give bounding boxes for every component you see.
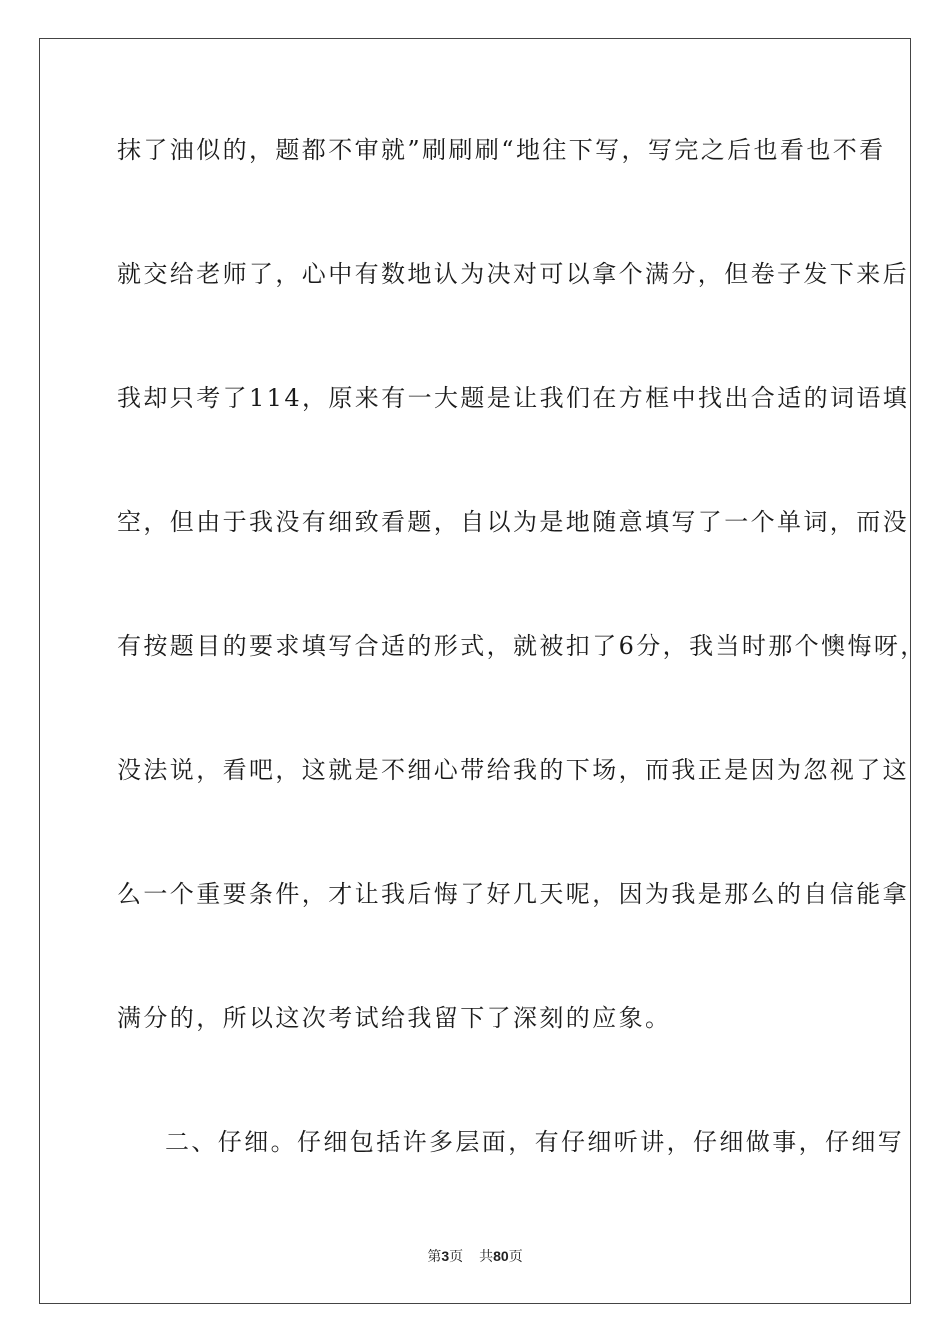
total-pages: 80 — [493, 1248, 509, 1264]
text-line: 没法说，看吧，这就是不细心带给我的下场，而我正是因为忽视了这 — [117, 756, 909, 784]
document-body — [117, 126, 927, 1242]
paragraph-start-line: 二、仔细。仔细包括许多层面，有仔细听讲，仔细做事，仔细写 — [165, 1128, 905, 1156]
text-line: 空，但由于我没有细致看题，自以为是地随意填写了一个单词，而没 — [117, 508, 909, 536]
page-number: 3 — [441, 1248, 450, 1264]
text-line: 有按题目的要求填写合适的形式，就被扣了6分，我当时那个懊悔呀， — [117, 632, 927, 660]
text-line: 么一个重要条件，才让我后悔了好几天呢，因为我是那么的自信能拿 — [117, 880, 909, 908]
page-suffix: 页 — [449, 1249, 464, 1265]
page-footer — [0, 1246, 950, 1266]
page-prefix: 第 — [427, 1249, 442, 1265]
text-line: 就交给老师了，心中有数地认为决对可以拿个满分，但卷子发下来后 — [117, 260, 909, 288]
text-line: 满分的，所以这次考试给我留下了深刻的应象。 — [117, 1004, 672, 1032]
text-line: 我却只考了114，原来有一大题是让我们在方框中找出合适的词语填 — [117, 384, 910, 412]
total-prefix: 共 — [479, 1249, 494, 1265]
text-line: 抹了油似的，题都不审就”刷刷刷“地往下写，写完之后也看也不看 — [117, 136, 886, 164]
total-suffix: 页 — [508, 1249, 523, 1265]
